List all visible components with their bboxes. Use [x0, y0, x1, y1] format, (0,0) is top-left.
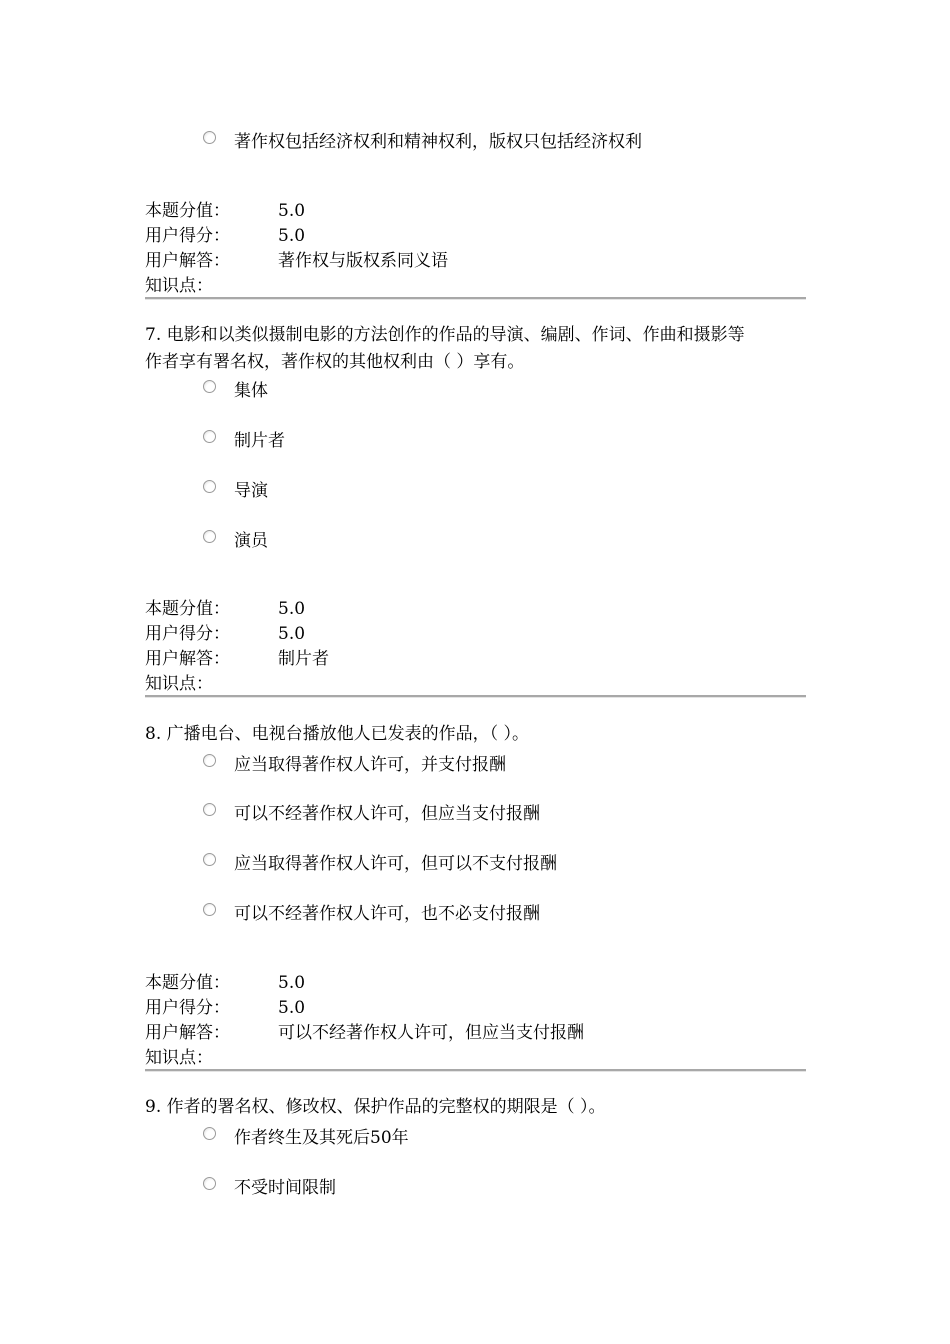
radio-icon[interactable]	[203, 1127, 216, 1140]
q7-option-4[interactable]	[203, 528, 268, 556]
option-label: 作者终生及其死后50年	[234, 1128, 409, 1148]
radio-icon[interactable]	[203, 754, 216, 767]
option-label: 应当取得著作权人许可，但可以不支付报酬	[234, 854, 557, 874]
radio-icon[interactable]	[203, 903, 216, 916]
user-answer: 制片者	[278, 649, 329, 669]
score-value: 5.0	[278, 599, 306, 619]
q7-option-1[interactable]	[203, 378, 268, 406]
divider	[145, 297, 806, 300]
q8-option-3[interactable]	[203, 851, 557, 879]
knowledge-point-row	[145, 1046, 805, 1071]
radio-icon[interactable]	[203, 1177, 216, 1190]
user-score: 5.0	[278, 226, 306, 246]
option-label: 演员	[234, 531, 268, 551]
user-answer-label: 用户解答：	[145, 649, 230, 669]
user-answer: 著作权与版权系同义语	[278, 251, 448, 271]
q7-option-3[interactable]	[203, 478, 268, 506]
q9-option-1[interactable]	[203, 1125, 409, 1153]
score-value-label: 本题分值：	[145, 599, 230, 619]
radio-icon[interactable]	[203, 430, 216, 443]
user-answer-row	[145, 647, 805, 672]
radio-icon[interactable]	[203, 853, 216, 866]
radio-icon[interactable]	[203, 530, 216, 543]
score-value: 5.0	[278, 201, 306, 221]
radio-icon[interactable]	[203, 380, 216, 393]
option-label: 导演	[234, 481, 268, 501]
knowledge-point-row	[145, 672, 805, 697]
q8-option-1[interactable]	[203, 752, 506, 780]
score-value-row	[145, 971, 805, 996]
radio-icon[interactable]	[203, 131, 216, 144]
option-label: 可以不经著作权人许可，但应当支付报酬	[234, 804, 540, 824]
knowledge-point-label: 知识点：	[145, 674, 213, 694]
option-label: 应当取得著作权人许可，并支付报酬	[234, 755, 506, 775]
option-label: 集体	[234, 381, 268, 401]
q9-line1: 9. 作者的署名权、修改权、保护作品的完整权的期限是（ ）。	[145, 1097, 606, 1117]
q7-line1: 7. 电影和以类似摄制电影的方法创作的作品的导演、编剧、作词、作曲和摄影等	[145, 325, 745, 345]
user-score-label: 用户得分：	[145, 998, 230, 1018]
score-value-label: 本题分值：	[145, 201, 230, 221]
user-answer-label: 用户解答：	[145, 251, 230, 271]
option-label: 不受时间限制	[234, 1178, 336, 1198]
user-score: 5.0	[278, 624, 306, 644]
q8-line1: 8. 广播电台、电视台播放他人已发表的作品，（ ）。	[145, 724, 530, 744]
q7-text	[145, 322, 810, 376]
divider	[145, 1069, 806, 1072]
user-score-label: 用户得分：	[145, 624, 230, 644]
user-answer-label: 用户解答：	[145, 1023, 230, 1043]
score-value-label: 本题分值：	[145, 973, 230, 993]
user-score-row	[145, 224, 805, 249]
option-label: 可以不经著作权人许可，也不必支付报酬	[234, 904, 540, 924]
knowledge-point-label: 知识点：	[145, 276, 213, 296]
score-value-row	[145, 597, 805, 622]
q7-option-2[interactable]	[203, 428, 285, 456]
q7-result	[145, 597, 805, 697]
user-answer-row	[145, 249, 805, 274]
q8-text	[145, 721, 810, 748]
q6-option[interactable]	[203, 129, 642, 157]
knowledge-point-label: 知识点：	[145, 1048, 213, 1068]
divider	[145, 695, 806, 698]
q8-result	[145, 971, 805, 1071]
q6-result	[145, 199, 805, 299]
q8-option-4[interactable]	[203, 901, 540, 929]
user-score-label: 用户得分：	[145, 226, 230, 246]
knowledge-point-row	[145, 274, 805, 299]
user-answer-row	[145, 1021, 805, 1046]
q8-option-2[interactable]	[203, 801, 540, 829]
radio-icon[interactable]	[203, 480, 216, 493]
score-value: 5.0	[278, 973, 306, 993]
user-score-row	[145, 996, 805, 1021]
user-score: 5.0	[278, 998, 306, 1018]
q9-option-2[interactable]	[203, 1175, 336, 1203]
q9-text	[145, 1094, 810, 1121]
option-label: 制片者	[234, 431, 285, 451]
option-label: 著作权包括经济权利和精神权利，版权只包括经济权利	[234, 132, 642, 152]
radio-icon[interactable]	[203, 803, 216, 816]
user-score-row	[145, 622, 805, 647]
score-value-row	[145, 199, 805, 224]
user-answer: 可以不经著作权人许可，但应当支付报酬	[278, 1023, 584, 1043]
q7-line2: 作者享有署名权，著作权的其他权利由（ ）享有。	[145, 352, 525, 372]
